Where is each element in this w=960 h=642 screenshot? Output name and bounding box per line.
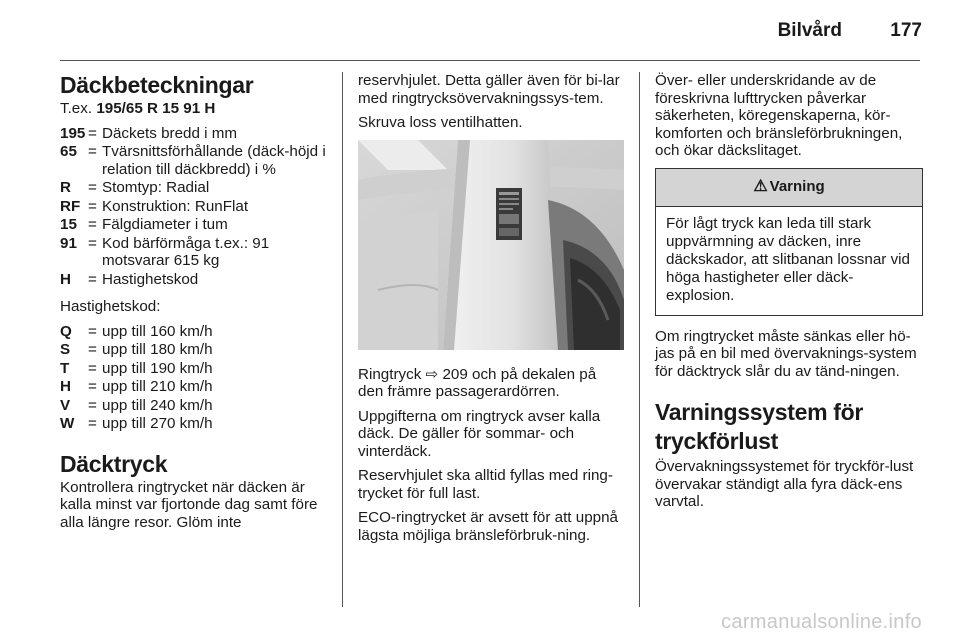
def-eq: = [88, 124, 97, 142]
warning-header [656, 169, 922, 207]
def-eq: = [88, 234, 97, 252]
warning-title: Varning [769, 178, 825, 196]
speed-term: Q [60, 322, 72, 340]
speed-row [60, 415, 328, 433]
column-1 [60, 72, 328, 538]
paragraph: Över- eller underskridande av de föreskrivna lufttrycken påverkar säkerheten, köregenskaperna, kör-komforten och bränsleförbrukningen, och ökar däckslitaget. [655, 72, 903, 159]
def-desc: Konstruktion: RunFlat [102, 197, 249, 215]
speed-eq: = [88, 341, 97, 358]
def-eq: = [88, 270, 97, 288]
speed-row [60, 323, 328, 341]
column-divider-1 [342, 72, 343, 607]
definition-row [60, 125, 328, 143]
column-3 [655, 72, 923, 518]
paragraph: Kontrollera ringtrycket när däcken är kalla minst var fjortonde dag samt före alla längre resor. Glöm inte [60, 478, 318, 531]
def-eq: = [88, 179, 97, 196]
paragraph: Om ringtrycket måste sänkas eller hö-jas på en bil med övervaknings-system för däcktryck slår du av tänd-ningen. [655, 327, 917, 380]
def-term: RF [60, 197, 81, 215]
speed-eq: = [88, 396, 97, 414]
definition-row [60, 143, 328, 178]
def-term: 65 [60, 143, 77, 160]
definition-row [60, 198, 328, 216]
header-rule [60, 60, 920, 61]
warning-text: För lågt tryck kan leda till stark uppvärmning av däcken, inre däckskador, att slitbanan lossnar vid höga hastigheter eller däck-explosion. [666, 214, 910, 304]
definition-row [60, 271, 328, 289]
tire-code-definitions [60, 125, 328, 289]
speed-desc: upp till 240 km/h [102, 396, 213, 414]
speed-term: W [60, 415, 75, 432]
section-title: Bilvård [777, 20, 842, 41]
speed-eq: = [88, 359, 97, 377]
speed-eq: = [88, 415, 97, 432]
paragraph: Uppgifterna om ringtryck avser kalla däck. De gäller för sommar- och vinterdäck. [358, 407, 601, 460]
def-term: 195 [60, 124, 86, 142]
def-term: R [60, 179, 71, 196]
heading-tire-pressure: Däcktryck [60, 450, 168, 477]
paragraph: Skruva loss ventilhatten. [358, 114, 523, 131]
paragraph: reservhjulet. Detta gäller även för bi-lar med ringtrycksövervakningssys-tem. [358, 72, 620, 107]
example-prefix: T.ex. [60, 100, 93, 117]
speed-term: H [60, 378, 71, 395]
speed-row [60, 360, 328, 378]
paragraph: ECO-ringtrycket är avsett för att uppnå lägsta möjliga bränsleförbruk-ning. [358, 509, 618, 544]
speed-term: T [60, 359, 70, 377]
speed-eq: = [88, 322, 97, 340]
speed-term: S [60, 341, 71, 358]
def-desc: Tvärsnittsförhållande (däck-höjd i relation till däckbredd) i % [102, 143, 326, 178]
heading-pressure-loss-warning: Varningssystem för tryckförlust [655, 399, 864, 454]
door-pillar-illustration [358, 140, 624, 350]
speed-desc: upp till 190 km/h [102, 359, 213, 377]
def-desc: Kod bärförmåga t.ex.: 91 motsvarar 615 kg [102, 234, 270, 269]
speed-desc: upp till 270 km/h [102, 415, 213, 432]
def-term: 91 [60, 234, 77, 252]
def-term: H [60, 270, 71, 288]
speed-eq: = [88, 378, 97, 395]
def-desc: Däckets bredd i mm [102, 124, 238, 142]
heading-tire-designations: Däckbeteckningar [60, 72, 254, 98]
speed-term: V [60, 396, 71, 414]
paragraph: Ringtryck ⇨ 209 och på dekalen på den främre passagerardörren. [358, 365, 597, 400]
speed-desc: upp till 210 km/h [102, 378, 213, 395]
speed-desc: upp till 180 km/h [102, 341, 213, 358]
warning-triangle-icon: ⚠ [753, 178, 768, 196]
def-term: 15 [60, 216, 77, 233]
definition-row [60, 179, 328, 197]
speed-row [60, 378, 328, 396]
speed-row [60, 397, 328, 415]
paragraph: Reservhjulet ska alltid fyllas med ring-trycket för full last. [358, 467, 613, 502]
column-divider-2 [639, 72, 640, 607]
def-eq: = [88, 216, 97, 233]
paragraph: Övervakningssystemet för tryckför-lust övervakar ständigt alla fyra däck-ens varvtal. [655, 458, 914, 510]
def-desc: Hastighetskod [102, 270, 199, 288]
speed-row [60, 341, 328, 359]
example-line [60, 100, 328, 118]
example-code: 195/65 R 15 91 H [96, 100, 216, 117]
speed-code-list [60, 323, 328, 433]
column-2 [358, 72, 624, 551]
definition-row [60, 235, 328, 270]
page-number: 177 [890, 20, 922, 41]
door-pillar-sticker-photo [358, 140, 624, 350]
speed-desc: upp till 160 km/h [102, 322, 213, 340]
speed-code-label: Hastighetskod: [60, 298, 161, 315]
warning-box [655, 168, 923, 316]
def-desc: Stomtyp: Radial [102, 179, 210, 196]
def-eq: = [88, 143, 97, 160]
def-eq: = [88, 197, 97, 215]
definition-row [60, 216, 328, 234]
page-header [0, 0, 960, 60]
watermark: carmanualsonline.info [721, 611, 922, 633]
def-desc: Fälgdiameter i tum [102, 216, 228, 233]
